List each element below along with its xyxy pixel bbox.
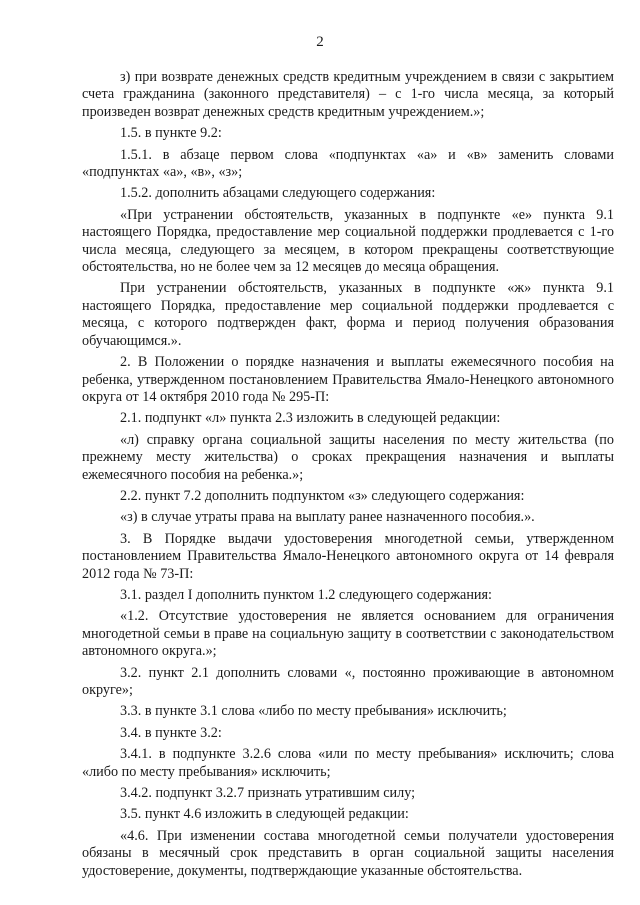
paragraph-3-4-2: 3.4.2. подпункт 3.2.7 признать утратившим силу; (120, 785, 416, 802)
paragraph-2: 2. В Положении о порядке назначения и выплаты ежемесячного пособия на ребенка, утвержденном постановлением Правительства Ямало-Ненецкого автономного округа от 14 октября 2010 года № 295-П: (82, 354, 614, 405)
paragraph-2-2-quote: «з) в случае утраты права на выплату ранее назначенного пособия.». (120, 509, 535, 526)
paragraph-quote-zh: При устранении обстоятельств, указанных в подпункте «ж» пункта 9.1 настоящего Порядка, предоставление мер социальной поддержки продлевается с месяца, с которого подтвержден факт, форма и период получения образования обучающимся.». (82, 280, 614, 349)
paragraph-3-5: 3.5. пункт 4.6 изложить в следующей редакции: (120, 806, 409, 823)
paragraph-3-1-quote: «1.2. Отсутствие удостоверения не является основанием для ограничения многодетной семьи в праве на социальную защиту в соответствии с законодательством автономного округа.»; (82, 608, 614, 660)
paragraph-quote-e: «При устранении обстоятельств, указанных в подпункте «е» пункта 9.1 настоящего Порядка, предоставление мер социальной поддержки продлевается с 1-го числа месяца, следующего за месяцем, в котором прекращены соответствующие обстоятельства, но не более чем за 12 месяцев до месяца обращения. (82, 206, 614, 276)
paragraph-3-2: 3.2. пункт 2.1 дополнить словами «, постоянно проживающие в автономном округе»; (82, 664, 614, 698)
paragraph-1-5: 1.5. в пункте 9.2: (120, 125, 222, 142)
paragraph-3z-refund: з) при возврате денежных средств кредитным учреждением в связи с закрытием счета гражданина (законного представителя) – с 1-го числа месяца, за который произведен возврат денежных средств кредитным учреждением.»; (82, 69, 614, 120)
paragraph-3-4-1: 3.4.1. в подпункте 3.2.6 слова «или по месту пребывания» исключить; слова «либо по месту пребывания» исключить; (82, 746, 614, 780)
paragraph-2-1: 2.1. подпункт «л» пункта 2.3 изложить в следующей редакции: (120, 410, 501, 427)
paragraph-3-5-quote: «4.6. При изменении состава многодетной семьи получатели удостоверения обязаны в месячный срок представить в орган социальной защиты населения удостоверение, документы, подтверждающие указанные обстоятельства. (82, 827, 614, 879)
paragraph-3: 3. В Порядке выдачи удостоверения многодетной семьи, утвержденном постановлением Правительства Ямало-Ненецкого автономного округа от 14 февраля 2012 года № 73-П: (82, 530, 614, 582)
page-number: 2 (316, 34, 324, 50)
paragraph-3-4: 3.4. в пункте 3.2: (120, 724, 222, 741)
paragraph-2-1-quote: «л) справку органа социальной защиты населения по месту жительства (по прежнему месту жительства) о сроках прекращения назначения и выплаты ежемесячного пособия на ребенка.»; (82, 431, 614, 483)
paragraph-1-5-1: 1.5.1. в абзаце первом слова «подпунктах «а» и «в» заменить словами «подпунктах «а», «в», «з»; (82, 146, 614, 181)
paragraph-2-2: 2.2. пункт 7.2 дополнить подпунктом «з» следующего содержания: (120, 487, 525, 504)
paragraph-3-3: 3.3. в пункте 3.1 слова «либо по месту пребывания» исключить; (120, 703, 507, 720)
paragraph-3-1: 3.1. раздел I дополнить пунктом 1.2 следующего содержания: (120, 586, 492, 603)
paragraph-1-5-2: 1.5.2. дополнить абзацами следующего содержания: (120, 185, 436, 202)
document-body (82, 69, 614, 880)
